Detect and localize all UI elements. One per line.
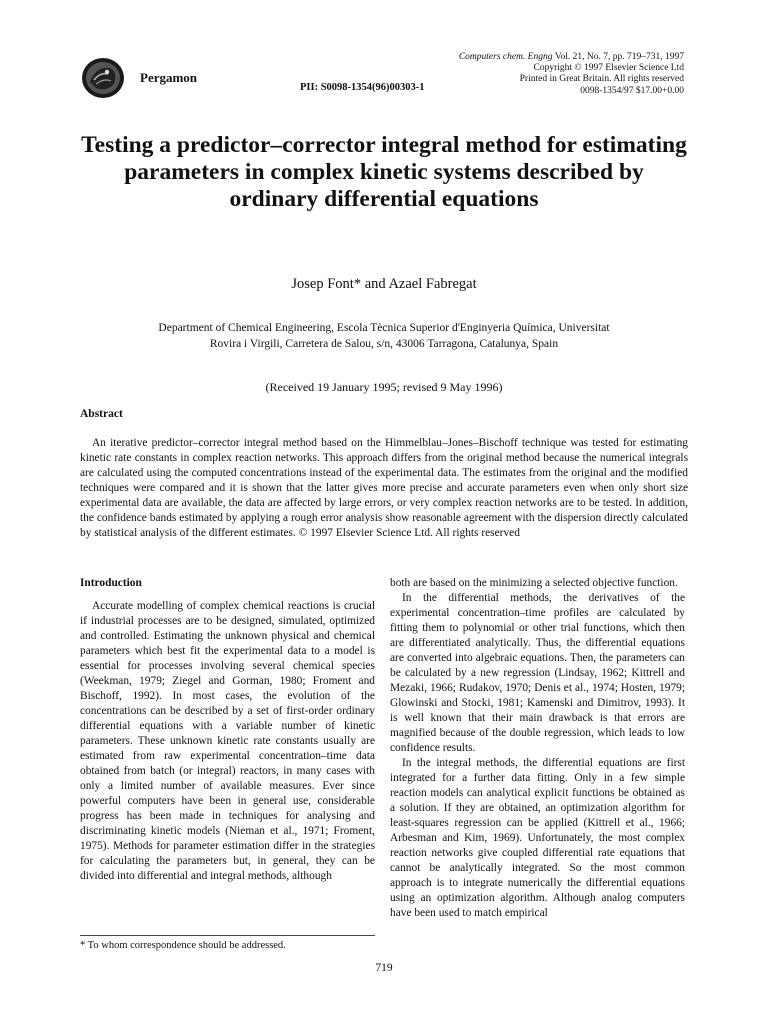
left-column bbox=[80, 576, 375, 884]
publisher-logo-icon bbox=[80, 56, 126, 100]
copyright-line: Copyright © 1997 Elsevier Science Ltd bbox=[533, 63, 684, 74]
pii-identifier: PII: S0098-1354(96)00303-1 bbox=[300, 82, 425, 93]
right-column bbox=[390, 576, 685, 921]
introduction-heading: Introduction bbox=[80, 577, 142, 589]
affiliation-line-2: Rovira i Virgili, Carretera de Salou, s/n, 43006 Tarragona, Catalunya, Spain bbox=[209, 338, 559, 350]
journal-name: Computers chem. Engng bbox=[458, 52, 553, 62]
affiliation-line-1: Department of Chemical Engineering, Escola Tècnica Superior d'Enginyeria Química, Universitat bbox=[158, 322, 610, 334]
body-paragraph: In the differential methods, the derivatives of the experimental concentration–time profiles are calculated by fitting them to polynomial or other trial functions, which then are differentiated analytically. Thus, the differential equations are converted into algebraic equations. Then, the parameters can be calculated by a new regression (Lindsay, 1962; Kittrell and Mezaki, 1966; Rudakov, 1970; Denis et al., 1974; Hosten, 1979; Glowinski and Stocki, 1981; Kamenski and Dimitrov, 1993). It is well known that their main drawback is that errors are magnified because of the double regression, which leads to low confidence results. bbox=[390, 592, 685, 754]
journal-info bbox=[459, 52, 684, 97]
publisher-name: Pergamon bbox=[140, 70, 198, 85]
received-dates: (Received 19 January 1995; revised 9 May 1996) bbox=[265, 380, 503, 394]
paper-authors: Josep Font* and Azael Fabregat bbox=[291, 276, 477, 292]
footnote: * To whom correspondence should be addressed. bbox=[80, 940, 286, 951]
page-header bbox=[0, 0, 768, 110]
body-paragraph: both are based on the minimizing a selected objective function. bbox=[390, 577, 678, 589]
abstract-text: An iterative predictor–corrector integral method based on the Himmelblau–Jones–Bischoff technique was tested for estimating kinetic rate constants in complex reaction networks. This approach differs from the original method because the numerical integrals are calculated using the computed concentrations instead of the experimental data. The estimates from the original and the modified techniques were compared and it is shown that the latter gives more precise and accurate parameters even when only short size experimental data are available, the data are affected by large errors, or very complex reaction networks are to be tested. In addition, the confidence bands estimated by applying a rough error analysis show reasonable agreement with the dispersion directly calculated by statistical analysis of the different estimates. © 1997 Elsevier Science Ltd. All rights reserved bbox=[80, 437, 688, 539]
author-affiliation bbox=[80, 320, 688, 352]
abstract-heading: Abstract bbox=[80, 408, 123, 420]
footnote-divider bbox=[80, 935, 375, 936]
body-paragraph: Accurate modelling of complex chemical reactions is crucial if industrial processes are to be designed, simulated, optimized and controlled. Estimating the unknown physical and chemical parameters which best fit the experimental data to a model is essential for processes involving several chemical species (Weekman, 1979; Ziegel and Gorman, 1980; Froment and Bischoff, 1992). In most cases, the evolution of the concentrations can be described by a set of first-order ordinary differential equations with a variable number of kinetic parameters. These unknown kinetic rate constants usually are estimated from raw experimental concentration–time data obtained from batch (or integral) reactors, in many cases with only a limited number of available measures. Ever since powerful computers have been in general use, considerable progress has been made in techniques for analysing and discriminating kinetic models (Nieman et al., 1971; Froment, 1975). Methods for parameter estimation differ in the strategies for calculating the parameters but, in general, they can be divided into differential and integral methods, although bbox=[80, 600, 375, 882]
body-paragraph: In the integral methods, the differential equations are first integrated for a further data fitting. Only in a few simple reaction models can analytical explicit functions be obtained as a solution. If they are obtained, an optimization algorithm for least-squares regression can be applied (Kittrell et al., 1966; Arbesman and Kim, 1969). Unfortunately, the most complex reaction networks give coupled differential rate equations that cannot be analytically integrated. So the most common approach is to integrate numerically the differential equations using an optimization algorithm. Although analog computers have been used to match empirical bbox=[390, 757, 685, 919]
paper-title: Testing a predictor–corrector integral method for estimating parameters in complex kinetic systems described by ordinary differential equations bbox=[81, 132, 687, 212]
printed-line: Printed in Great Britain. All rights reserved bbox=[519, 74, 684, 85]
journal-volume: Vol. 21, No. 7, pp. 719–731, 1997 bbox=[554, 52, 684, 62]
page-number: 719 bbox=[375, 962, 393, 974]
issn-line: 0098-1354/97 $17.00+0.00 bbox=[580, 85, 684, 96]
